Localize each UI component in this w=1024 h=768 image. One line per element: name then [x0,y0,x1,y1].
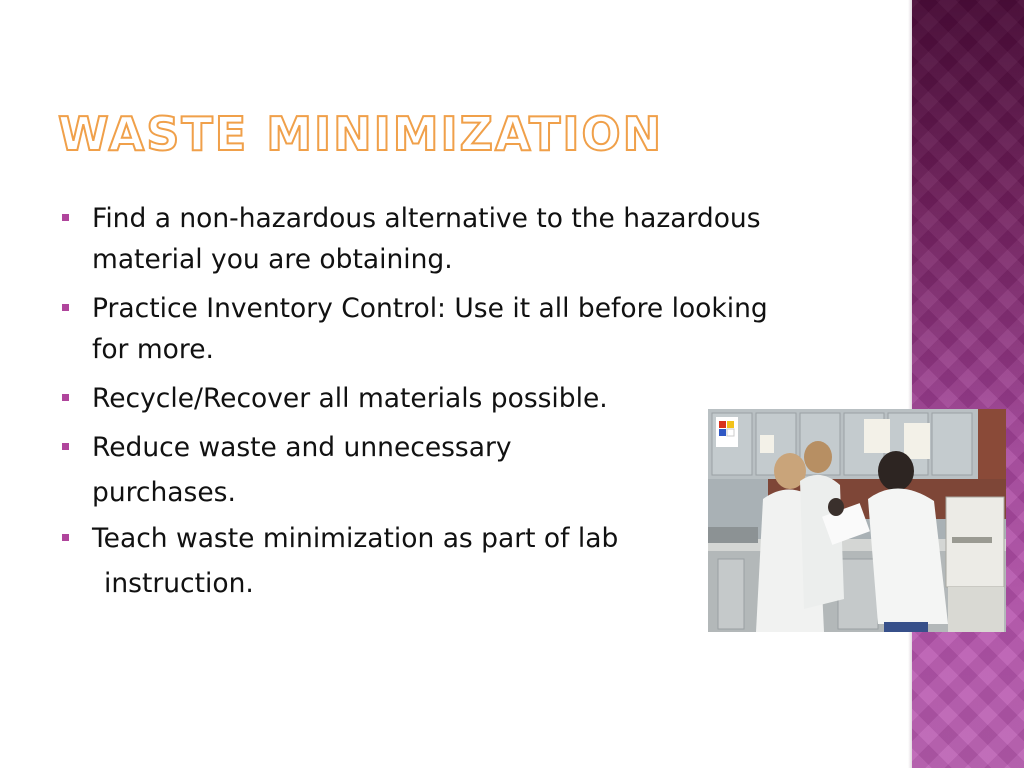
bullet-line: Recycle/Recover all materials possible. [92,383,608,414]
bullet-marker-icon [62,304,69,311]
bullet-marker-icon [62,443,69,450]
bullet-continuation: instruction. [104,568,254,599]
photo-illustration [708,409,1006,632]
bullet-item [62,198,912,280]
bullet-continuation: purchases. [92,477,236,508]
lab-workers-photo [708,409,1006,632]
bullet-line: Practice Inventory Control: Use it all before looking [92,293,768,324]
slide-title: WASTE MINIMIZATION [58,107,664,161]
bullet-line: Find a non-hazardous alternative to the hazardous [92,203,761,234]
bullet-line: Reduce waste and unnecessary [92,432,512,463]
bullet-line: for more. [92,334,214,365]
bullet-marker-icon [62,394,69,401]
bullet-line: Teach waste minimization as part of lab [92,523,619,554]
bullet-marker-icon [62,534,69,541]
bullet-marker-icon [62,214,69,221]
bullet-line: material you are obtaining. [92,244,453,275]
decorative-side-band [912,0,1024,768]
bullet-item [62,288,912,370]
